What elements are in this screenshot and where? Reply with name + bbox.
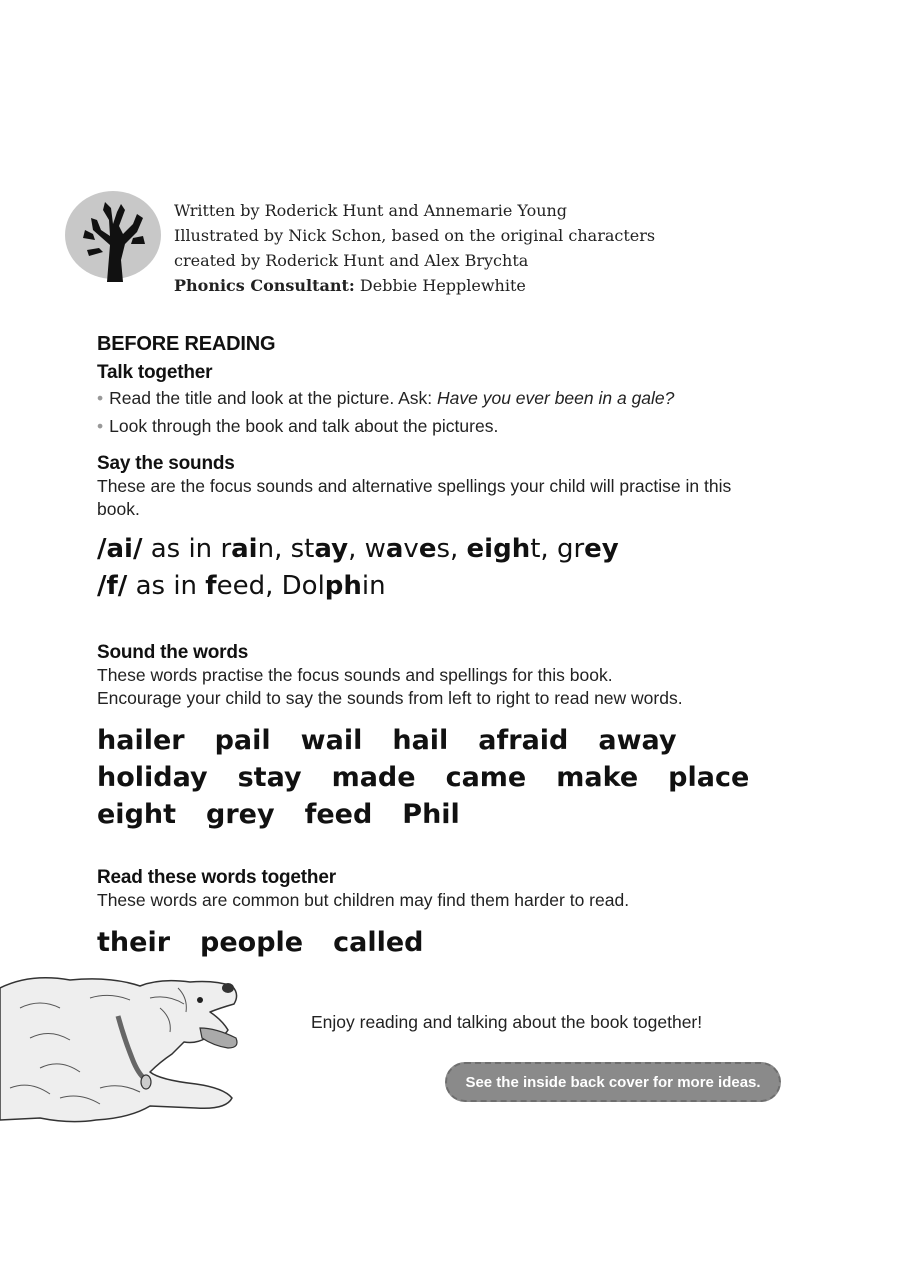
word: feed xyxy=(304,799,373,830)
word: away xyxy=(598,725,677,756)
sounds-line-f xyxy=(97,568,817,605)
sound-words-heading: Sound the words xyxy=(97,642,249,663)
example-eight: eight, xyxy=(466,534,549,564)
sound-words-list xyxy=(97,722,817,833)
talk-together-heading: Talk together xyxy=(97,362,213,383)
phonics-label: Phonics Consultant: xyxy=(174,276,355,295)
bullet-dot-icon: • xyxy=(97,416,104,436)
credits xyxy=(174,198,655,298)
word: people xyxy=(200,927,304,958)
word: hailer xyxy=(97,725,185,756)
word: came xyxy=(445,762,527,793)
talk-bullet-1-text: Read the title and look at the picture. Ask: xyxy=(109,388,433,408)
example-feed: feed, xyxy=(205,571,274,601)
word: holiday xyxy=(97,762,208,793)
example-rain: rain, xyxy=(220,534,283,564)
read-together-section xyxy=(97,867,817,961)
tricky-words-row xyxy=(97,924,817,961)
talk-bullet-2-text: Look through the book and talk about the pictures. xyxy=(109,416,499,436)
before-reading-section xyxy=(97,333,817,440)
bullet-dot-icon: • xyxy=(97,388,104,408)
sound-f: /f/ xyxy=(97,571,128,601)
phonics-name: Debbie Hepplewhite xyxy=(359,276,526,295)
example-dolphin: Dolphin xyxy=(281,571,386,601)
word: afraid xyxy=(478,725,569,756)
word: stay xyxy=(237,762,302,793)
example-waves: waves, xyxy=(364,534,459,564)
word: made xyxy=(331,762,416,793)
example-stay: stay, xyxy=(290,534,357,564)
word: hail xyxy=(392,725,449,756)
sound-ai: /ai/ xyxy=(97,534,143,564)
sound-words-description-2: Encourage your child to say the sounds from left to right to read new words. xyxy=(97,688,683,708)
word: pail xyxy=(214,725,271,756)
as-in: as in xyxy=(150,534,213,564)
created-by: created by Roderick Hunt and Alex Brychta xyxy=(174,251,529,270)
word: called xyxy=(333,927,424,958)
say-sounds-heading: Say the sounds xyxy=(97,453,235,474)
word-row xyxy=(97,722,817,759)
sounds-line-ai xyxy=(97,531,817,568)
illustrated-by: Illustrated by Nick Schon, based on the original characters xyxy=(174,226,656,245)
say-sounds-section xyxy=(97,453,817,605)
word: Phil xyxy=(402,799,460,830)
word: eight xyxy=(97,799,177,830)
phonics-consultant xyxy=(174,273,655,298)
enjoy-text: Enjoy reading and talking about the book together! xyxy=(311,1012,703,1032)
talk-bullet-2 xyxy=(97,412,817,440)
sound-words-description-1: These words practise the focus sounds and spellings for this book. xyxy=(97,665,613,685)
as-in: as in xyxy=(135,571,198,601)
read-together-description: These words are common but children may find them harder to read. xyxy=(97,890,630,910)
talk-bullet-1-question: Have you ever been in a gale? xyxy=(437,388,675,408)
word: grey xyxy=(206,799,275,830)
word: place xyxy=(668,762,750,793)
talk-bullet-1 xyxy=(97,384,817,412)
word: their xyxy=(97,927,171,958)
say-sounds-description: These are the focus sounds and alternative spellings your child will practise in this book. xyxy=(97,476,732,519)
more-ideas-pill: See the inside back cover for more ideas. xyxy=(445,1062,781,1102)
word-row xyxy=(97,759,817,796)
read-together-heading: Read these words together xyxy=(97,867,336,888)
word: wail xyxy=(300,725,363,756)
example-grey: grey xyxy=(556,534,619,564)
written-by: Written by Roderick Hunt and Annemarie Young xyxy=(174,201,568,220)
before-reading-heading: BEFORE READING xyxy=(97,333,276,355)
tree-icon xyxy=(63,190,163,290)
word-row xyxy=(97,796,817,833)
word: make xyxy=(556,762,639,793)
dog-illustration xyxy=(0,968,250,1128)
sound-words-section xyxy=(97,642,817,833)
